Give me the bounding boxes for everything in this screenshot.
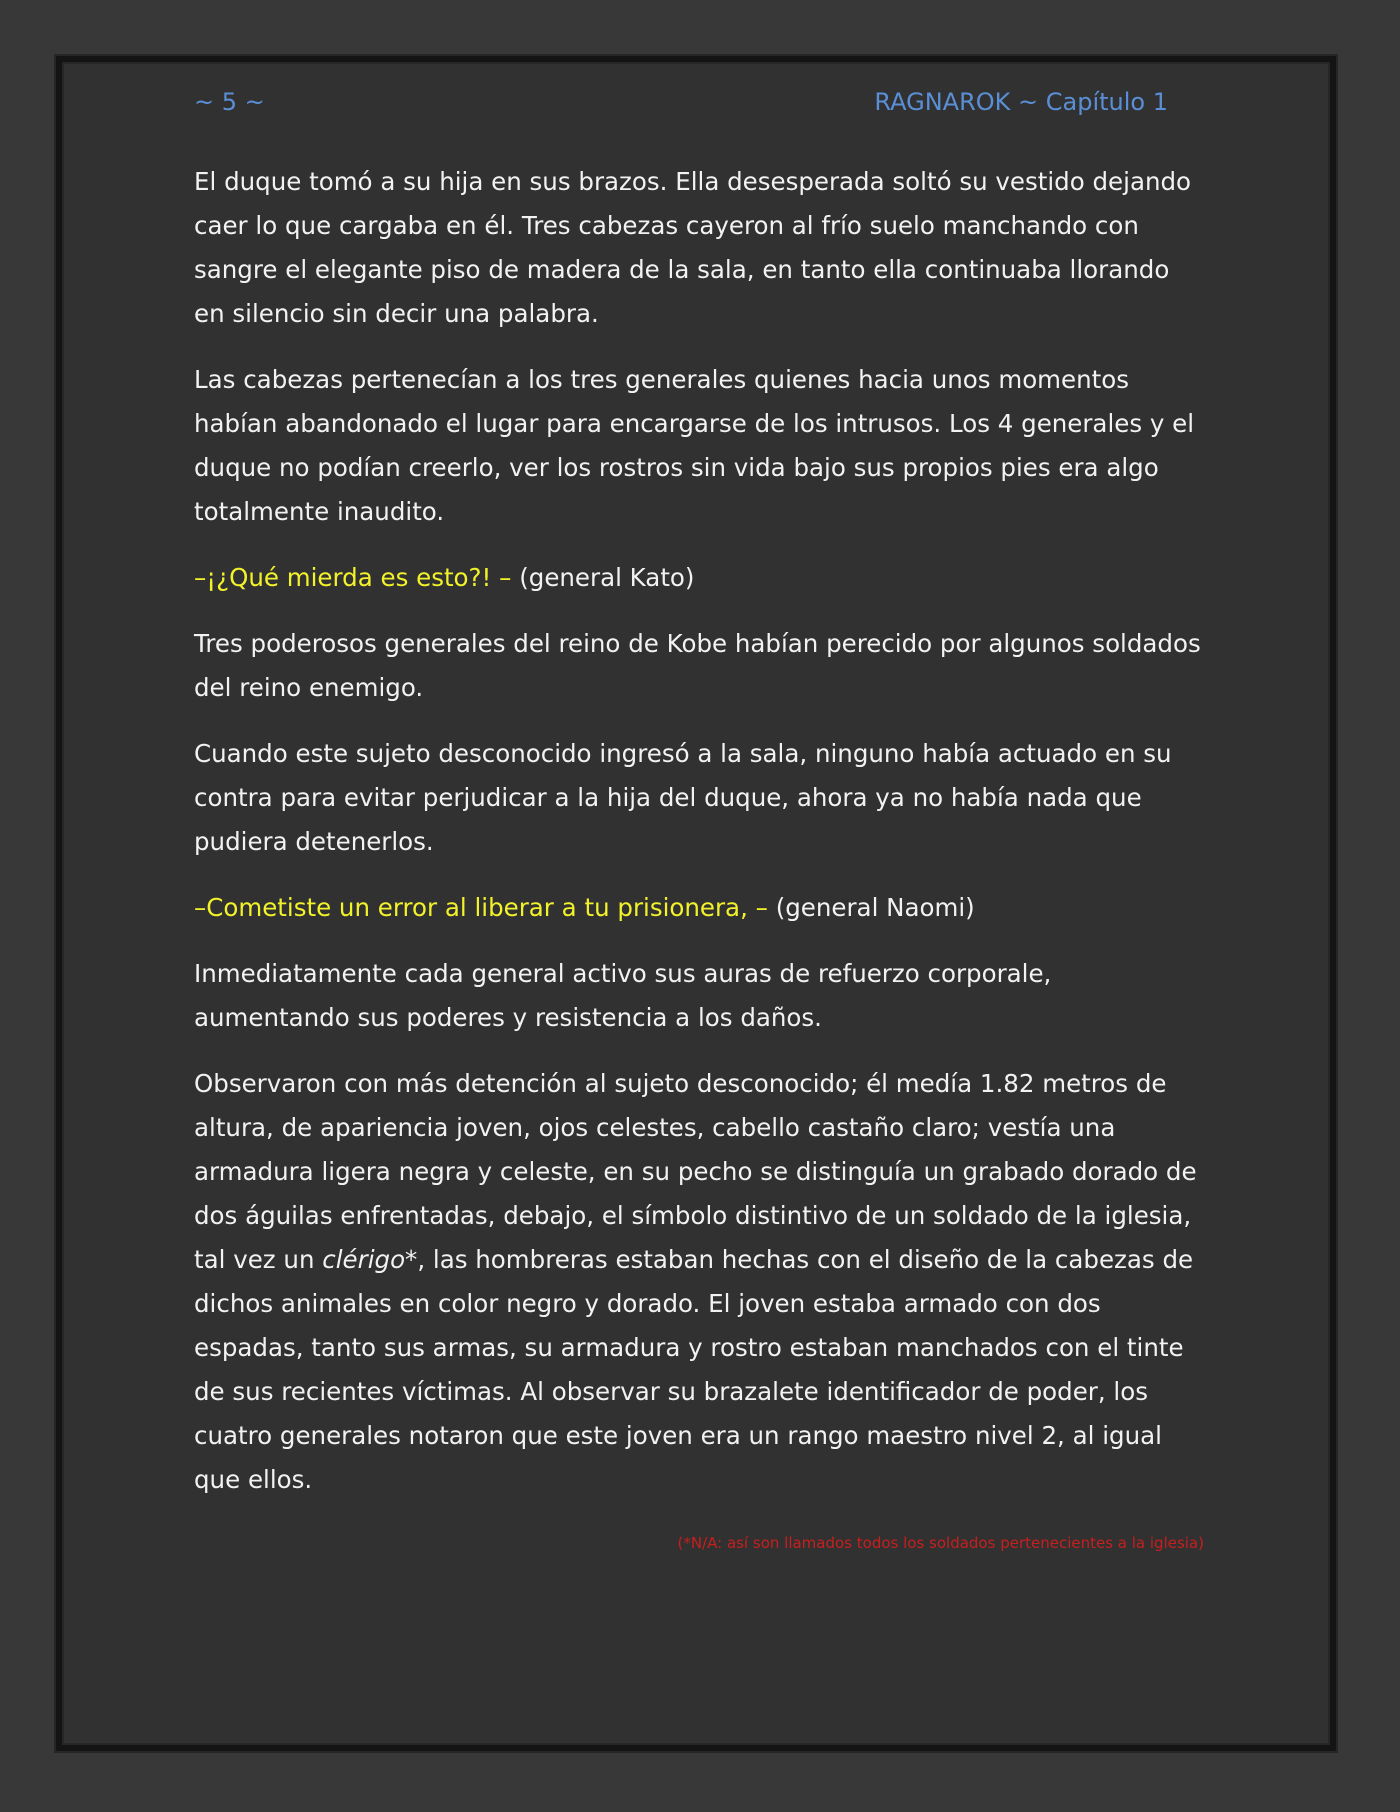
dialogue-naomi — [194, 886, 1204, 930]
paragraph-5: Inmediatamente cada general activo sus auras de refuerzo corporale, aumentando sus poderes y resistencia a los daños. — [194, 959, 1052, 1032]
clerigo-term: clérigo* — [322, 1245, 418, 1274]
paragraph-6-text-a: Observaron con más detención al sujeto desconocido; él medía 1.82 metros de altura, de apariencia joven, ojos celestes, cabello castaño claro; vestía una armadura ligera negra y celeste, en su pecho se distinguía un grabado dorado de dos águilas enfrentadas, debajo, el símbolo distintivo de un soldado de la iglesia, tal vez un — [194, 1069, 1197, 1274]
page-body — [194, 160, 1204, 1524]
paragraph-2: Las cabezas pertenecían a los tres generales quienes hacia unos momentos habían abandonado el lugar para encargarse de los intrusos. Los 4 generales y el duque no podían creerlo, ver los rostros sin vida bajo sus propios pies era algo totalmente inaudito. — [194, 365, 1195, 526]
paragraph-6 — [194, 1062, 1204, 1502]
footnote: (*N/A: así son llamados todos los soldados pertenecientes a la iglesia) — [677, 1534, 1204, 1552]
paragraph-4: Cuando este sujeto desconocido ingresó a la sala, ninguno había actuado en su contra para evitar perjudicar a la hija del duque, ahora ya no había nada que pudiera detenerlos. — [194, 739, 1172, 856]
page-number: ~ 5 ~ — [194, 88, 265, 116]
paragraph-6-text-b: , las hombreras estaban hechas con el diseño de la cabezas de dichos animales en color negro y dorado. El joven estaba armado con dos espadas, tanto sus armas, su armadura y rostro estaban manchados con el tinte de sus recientes víctimas. Al observar su brazalete identificador de poder, los cuatro generales notaron que este joven era un rango maestro nivel 2, al igual que ellos. — [194, 1245, 1194, 1494]
dialogue-naomi-speaker: (general Naomi) — [767, 893, 975, 922]
dialogue-kato-speaker: (general Kato) — [511, 563, 695, 592]
paragraph-3: Tres poderosos generales del reino de Kobe habían perecido por algunos soldados del reino enemigo. — [194, 629, 1201, 702]
book-chapter-title: RAGNAROK ~ Capítulo 1 — [874, 88, 1168, 116]
dialogue-kato-speech: –¡¿Qué mierda es esto?! – — [194, 563, 512, 592]
dialogue-naomi-speech: –Cometiste un error al liberar a tu prisionera, – — [194, 893, 768, 922]
page-header — [194, 84, 1168, 120]
paragraph-1: El duque tomó a su hija en sus brazos. Ella desesperada soltó su vestido dejando caer lo que cargaba en él. Tres cabezas cayeron al frío suelo manchando con sangre el elegante piso de madera de la sala, en tanto ella continuaba llorando en silencio sin decir una palabra. — [194, 167, 1192, 328]
dialogue-kato — [194, 556, 1204, 600]
